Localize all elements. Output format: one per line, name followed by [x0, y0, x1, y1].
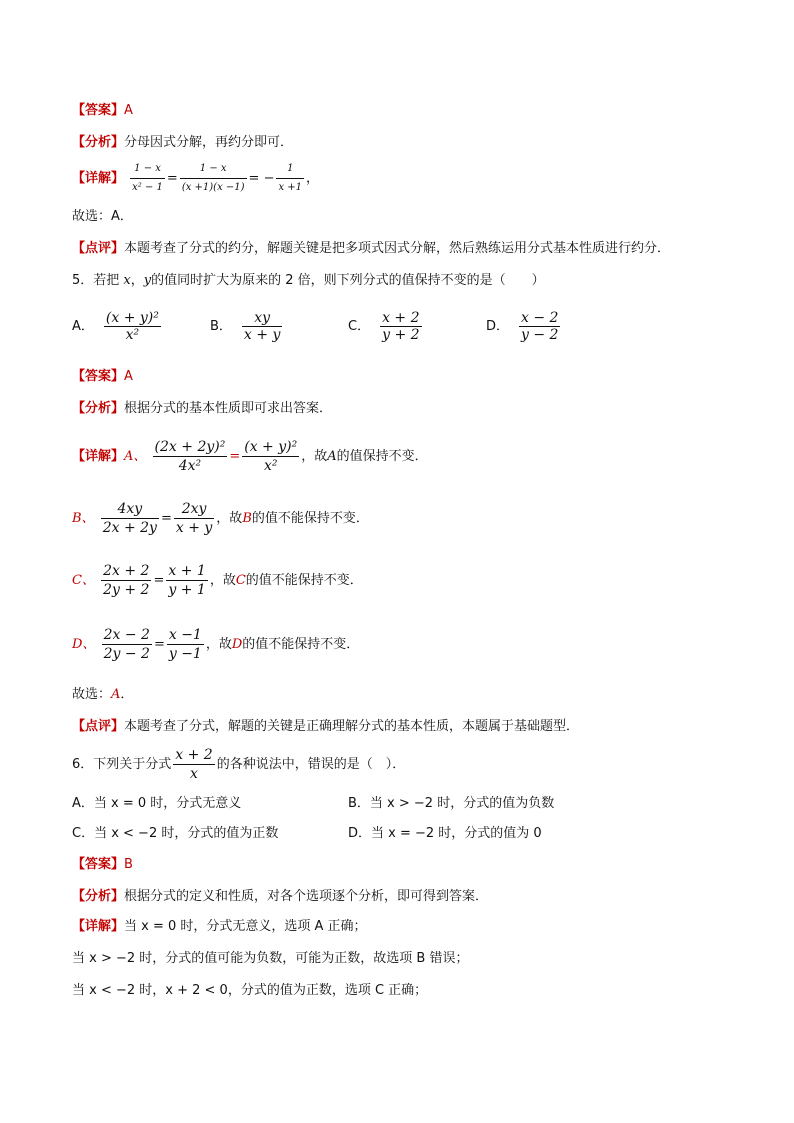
q4-analysis-text: 分母因式分解，再约分即可．	[124, 135, 294, 150]
q5-var-y: y	[143, 273, 152, 288]
q5-stem: 5．若把 x，y的值同时扩大为原来的 2 倍，则下列分式的值保持不变的是（ ）	[72, 273, 545, 288]
q6-analysis-text: 根据分式的定义和性质，对各个选项逐个分析，即可得到答案．	[124, 889, 489, 904]
comment-tag: 【点评】	[72, 241, 125, 256]
q6-option-c: C．当 x < −2 时，分式的值为正数	[72, 826, 279, 841]
q4-answer-value: A	[124, 103, 133, 118]
q5-option-c: C． $\frac{x + 2}{y + 2}$	[348, 310, 420, 343]
q6-option-a: A．当 x = 0 时，分式无意义	[72, 796, 242, 811]
q6-answer-value: B	[124, 857, 133, 872]
q4-choose-line	[72, 208, 133, 226]
q6-answer-line: 【答案】B	[72, 857, 133, 872]
q5-detail-c: C、 $\frac{2x + 2}{2y + 2}$ = $\frac{x + 1}{y + 1}$ ，故C的值不能保持不变．	[72, 563, 363, 598]
q6-analysis-line: 【分析】根据分式的定义和性质，对各个选项逐个分析，即可得到答案．	[72, 889, 489, 904]
q4-detail-fraction-2: $\frac{1 - x}{(x +1)(x -1)}$	[180, 160, 247, 197]
q5-comment-line: 【点评】本题考查了分式，解题的关键是正确理解分式的基本性质，本题属于基础题型．	[72, 719, 580, 734]
q4-answer-line	[72, 102, 133, 120]
q6-stem: 6．下列关于分式 $\frac{x + 2}{x}$ 的各种说法中，错误的是（ ）．	[72, 747, 406, 782]
q6-stem-fraction: $\frac{x + 2}{x}$	[175, 747, 213, 782]
q6-detail-line-3: 当 x < −2 时，x + 2 < 0，分式的值为正数，选项 C 正确；	[72, 983, 428, 998]
q6-detail-line-2: 当 x > −2 时，分式的值可能为负数，可能为正数，故选项 B 错误；	[72, 951, 469, 966]
q6-detail-line-1: 【详解】当 x = 0 时，分式无意义，选项 A 正确；	[72, 919, 367, 934]
q4-analysis-line	[72, 134, 293, 152]
q4-detail-line: 【详解】 $\frac{1 - x}{\text{x² − 1}}$ = $\frac{1 - x}{(x +1)(x -1)}$ = − $\frac{1}{x +1}$ ，	[72, 160, 319, 197]
q4-detail-fraction-1: $\frac{1 - x}{\text{x² − 1}}$	[130, 160, 165, 197]
q6-option-d: D．当 x = −2 时，分式的值为 0	[348, 826, 542, 841]
q5-choose-line: 故选：A．	[72, 687, 134, 702]
q5-option-d: D． $\frac{x - 2}{y - 2}$	[486, 310, 559, 343]
analysis-tag: 【分析】	[72, 135, 125, 150]
q4-choose-text: 故选：A．	[72, 209, 133, 224]
q5-answer-line: 【答案】A	[72, 369, 133, 384]
q5-detail-d: D、 $\frac{2x - 2}{2y - 2}$ = $\frac{x -1}{y -1}$ ，故D的值不能保持不变．	[72, 627, 360, 662]
q4-comment-text: 本题考查了分式的约分，解题关键是把多项式因式分解，然后熟练运用分式基本性质进行约分．	[124, 241, 671, 256]
q5-detail-b: B、 $\frac{4xy}{2x + 2y}$ = $\frac{2xy}{x + y}$ ，故B的值不能保持不变．	[72, 501, 369, 536]
q5-analysis-text: 根据分式的基本性质即可求出答案．	[124, 401, 333, 416]
q5-option-b: B． $\frac{xy}{x + y}$	[210, 310, 281, 343]
answer-tag: 【答案】	[72, 103, 125, 118]
q5-comment-text: 本题考查了分式，解题的关键是正确理解分式的基本性质，本题属于基础题型．	[124, 719, 580, 734]
detail-tag: 【详解】	[72, 171, 125, 186]
q4-detail-fraction-3: $\frac{1}{x +1}$	[276, 160, 304, 197]
q5-detail-a: 【详解】A、 $\frac{\text{(2x + 2y)²}}{\text{4x²}}$ = $\frac{\text{(x + y)²}}{\text{x²}}$ ，故A的值保持不变．	[72, 439, 428, 474]
q4-comment-line	[72, 240, 670, 258]
q5-option-a: A． $\frac{\text{(x + y)²}}{\text{x²}}$	[72, 310, 159, 343]
q5-analysis-line: 【分析】根据分式的基本性质即可求出答案．	[72, 401, 333, 416]
q6-option-b: B．当 x > −2 时，分式的值为负数	[348, 796, 555, 811]
q5-answer-value: A	[124, 369, 133, 384]
q5-var-x: x	[123, 273, 131, 288]
